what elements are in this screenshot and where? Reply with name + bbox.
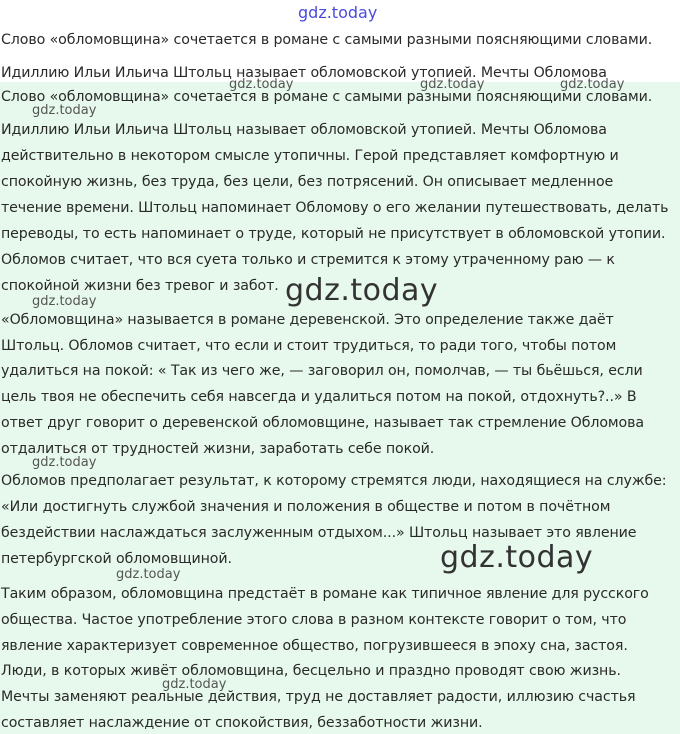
body-line: Обломов предполагает результат, к которому стремятся люди, находящиеся на службе: <box>1 473 667 489</box>
watermark-top: gdz.today <box>298 3 378 22</box>
body-line: ответ друг говорит о деревенской обломовщине, называет так стремление Обломова <box>1 415 644 431</box>
watermark-small: gdz.today <box>560 77 625 92</box>
body-line: Штольц. Обломов считает, что если и стоит трудиться, то ради того, чтобы потом <box>1 338 617 354</box>
body-line: переводы, то есть напоминает о труде, который не присутствует в обломовской утопии. <box>1 226 666 242</box>
body-line: «Или достигнуть службой значения и положения в обществе и потом в почётном <box>1 499 611 515</box>
body-line: Обломов считает, что вся суета только и стремится к этому утраченному раю — к <box>1 252 615 268</box>
body-line: общества. Частое употребление этого слова в разном контексте говорит о том, что <box>1 612 627 628</box>
body-line: течение времени. Штольц напоминает Обломову о его желании путешествовать, делать <box>1 200 669 216</box>
body-line: действительно в некотором смысле утопичны. Герой представляет комфортную и <box>1 148 619 164</box>
watermark-small: gdz.today <box>229 77 294 92</box>
watermark-small: gdz.today <box>32 103 97 118</box>
intro-line: Слово «обломовщина» сочетается в романе с самыми разными поясняющими словами. <box>1 32 653 48</box>
body-line: спокойную жизнь, без труда, без цели, без потрясений. Он описывает медленное <box>1 174 614 190</box>
body-line: явление характеризует современное общество, погрузившееся в эпоху сна, застоя. <box>1 638 628 654</box>
watermark-large: gdz.today <box>440 540 594 575</box>
body-line: Идиллию Ильи Ильича Штольц называет обломовской утопией. Мечты Обломова <box>1 122 607 138</box>
body-line: Таким образом, обломовщина предстаёт в романе как типичное явление для русского <box>1 586 649 602</box>
intro-line: Идиллию Ильи Ильича Штольц называет обломовской утопией. Мечты Обломова <box>1 65 607 81</box>
watermark-large: gdz.today <box>285 273 439 308</box>
watermark-small: gdz.today <box>32 455 97 470</box>
body-line: удалиться на покой: « Так из чего же, — заговорил он, помолчав, — ты бьёшься, если <box>1 363 643 379</box>
watermark-small: gdz.today <box>420 77 485 92</box>
watermark-small: gdz.today <box>116 567 181 582</box>
body-line: Люди, в которых живёт обломовщина, бесцельно и праздно проводят свою жизнь. <box>1 663 621 679</box>
body-line: бездействии наслаждаться заслуженным отдыхом...» Штольц называет это явление <box>1 525 637 541</box>
watermark-small: gdz.today <box>162 677 227 692</box>
body-line: спокойной жизни без тревог и забот. <box>1 278 279 294</box>
body-line: цель твоя не обеспечить себя навсегда и удалиться потом на покой, отдохнуть?..» В <box>1 389 637 405</box>
body-line: составляет наслаждение от спокойствия, беззаботности жизни. <box>1 715 483 731</box>
body-line: отдалиться от трудностей жизни, заработать себе покой. <box>1 441 435 457</box>
body-line: «Обломовщина» называется в романе деревенской. Это определение также даёт <box>1 312 614 328</box>
watermark-small: gdz.today <box>32 294 97 309</box>
body-line: петербургской обломовщиной. <box>1 551 232 567</box>
body-line: Мечты заменяют реальные действия, труд не доставляет радости, иллюзию счастья <box>1 689 636 705</box>
body-line: Слово «обломовщина» сочетается в романе с самыми разными поясняющими словами. <box>1 89 653 105</box>
